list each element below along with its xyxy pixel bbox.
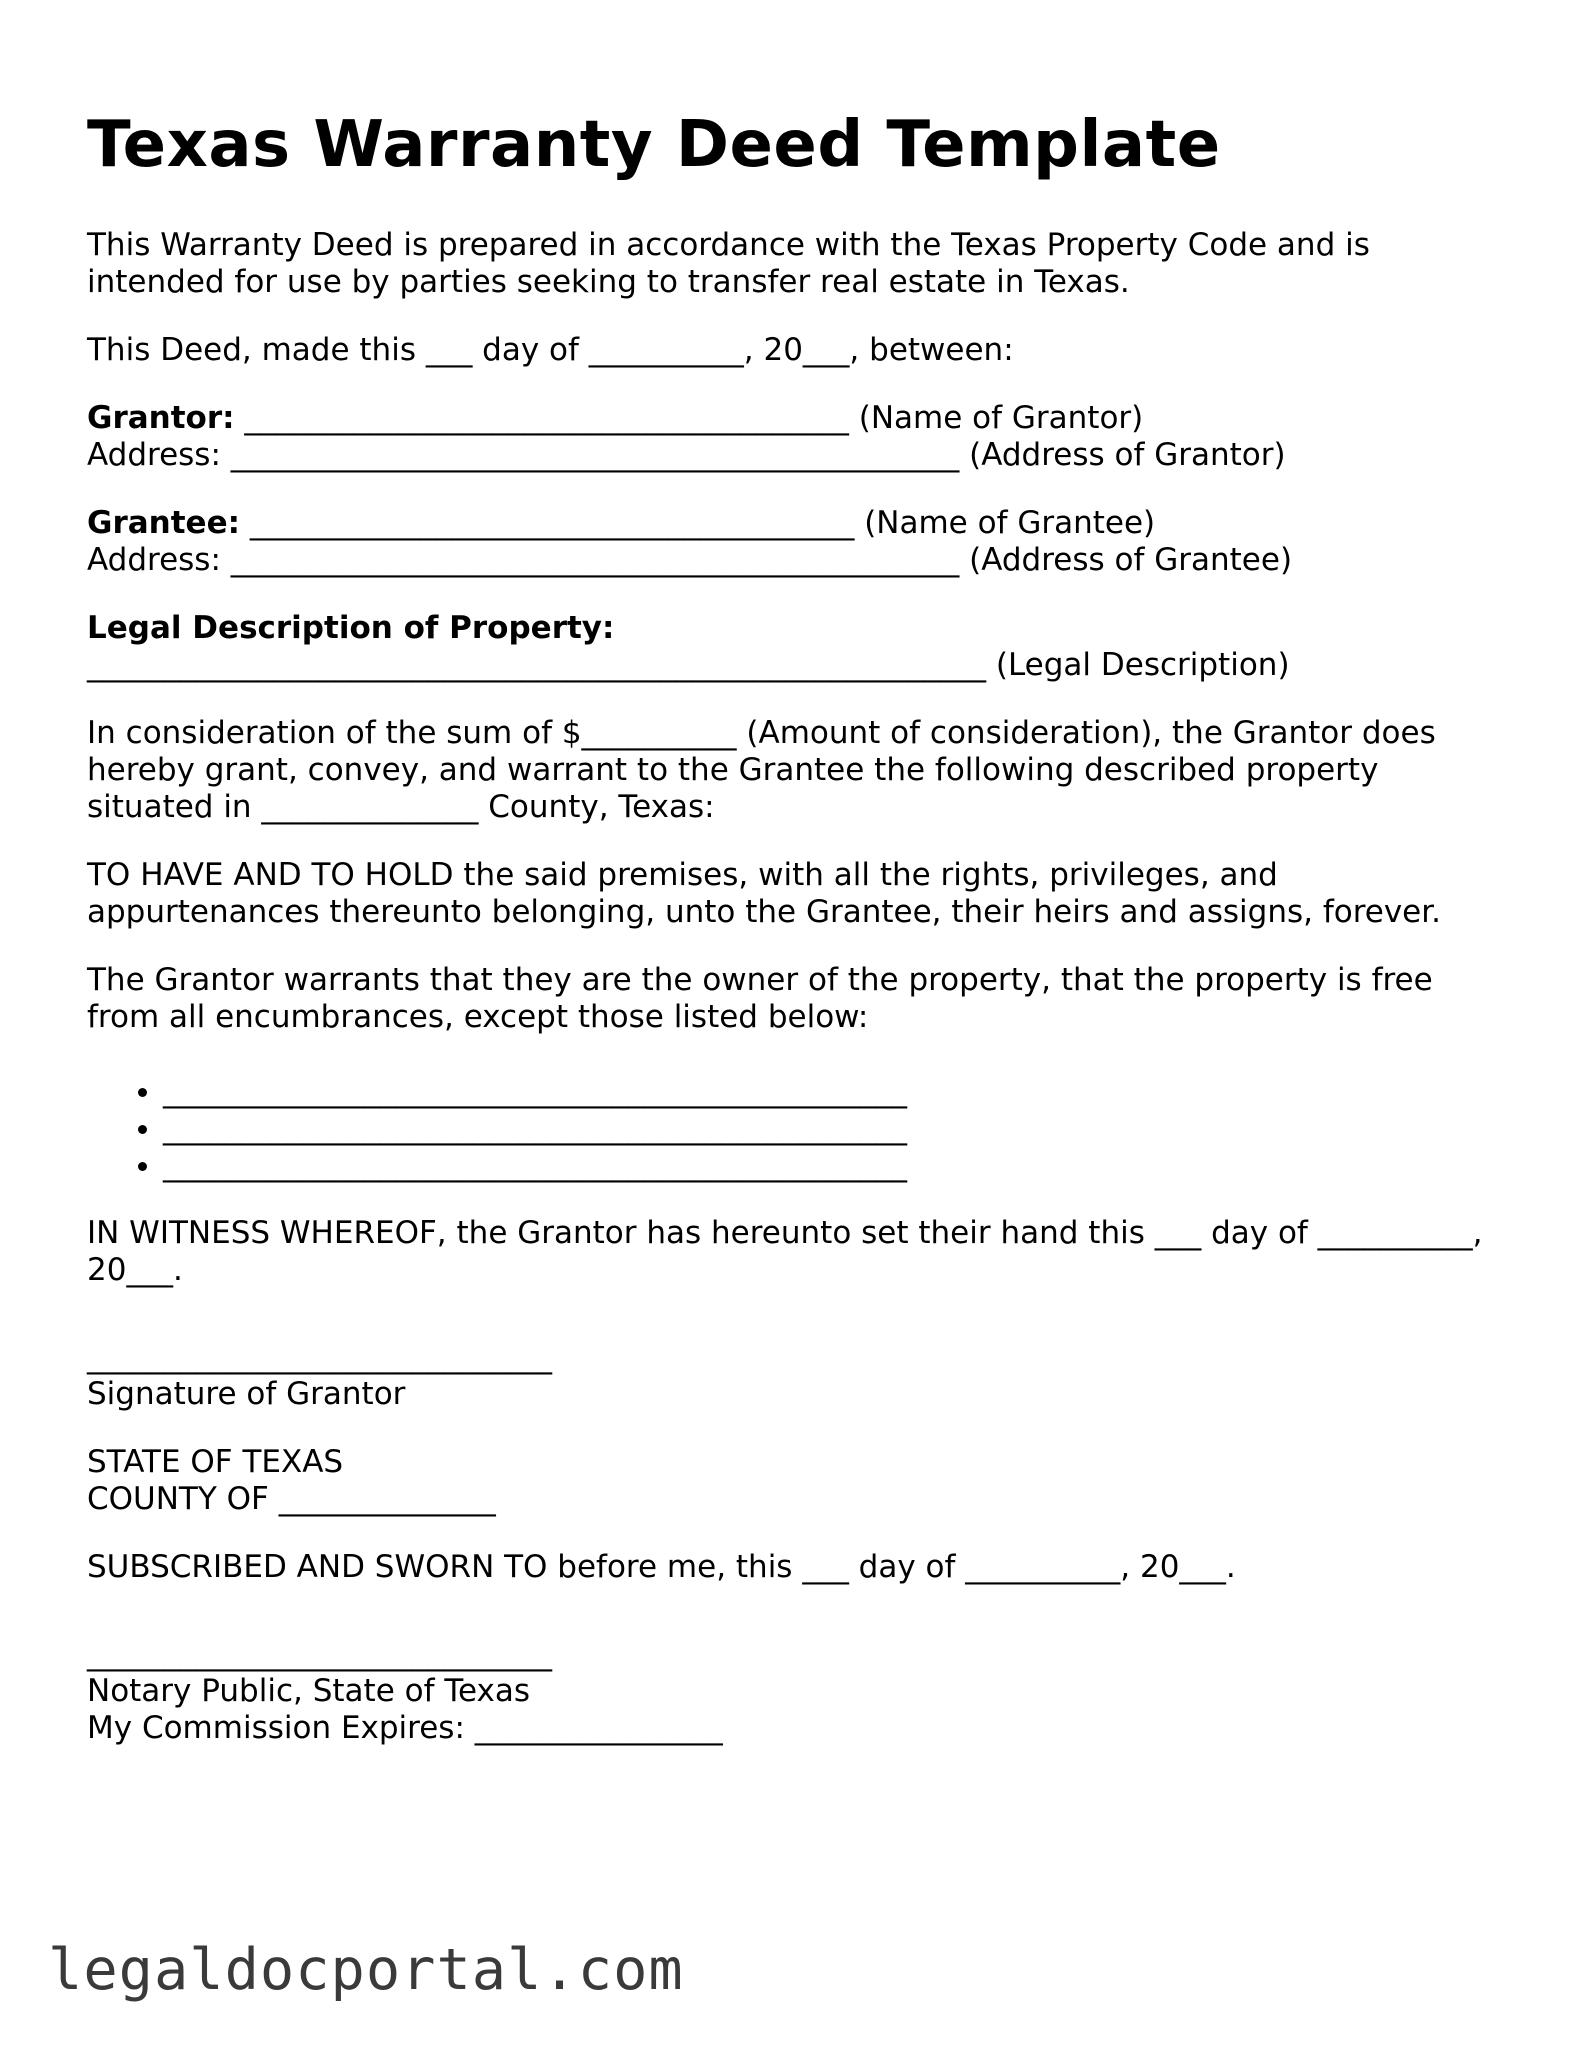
encumbrance-item: • ________________________________________________ bbox=[163, 1073, 1507, 1110]
deed-document bbox=[87, 105, 1507, 1778]
grantor-label: Grantor: bbox=[87, 400, 235, 436]
habendum-paragraph: TO HAVE AND TO HOLD the said premises, with all the rights, privileges, and appurtenances thereunto belonging, unto the Grantee, their heirs and assigns, forever. bbox=[87, 857, 1442, 930]
legal-description-block bbox=[87, 610, 1507, 684]
grantor-signature-block bbox=[87, 1339, 1507, 1413]
encumbrance-list bbox=[87, 1073, 1507, 1184]
witness-paragraph: IN WITNESS WHEREOF, the Grantor has hereunto set their hand this ___ day of __________, 20___. bbox=[87, 1215, 1483, 1288]
grantor-block bbox=[87, 400, 1507, 474]
grantee-name-line: _______________________________________ (Name of Grantee) bbox=[240, 505, 1156, 541]
page-title: Texas Warranty Deed Template bbox=[87, 108, 1221, 182]
grantee-block bbox=[87, 505, 1507, 579]
legal-description-label: Legal Description of Property: bbox=[87, 610, 615, 646]
grantee-label: Grantee: bbox=[87, 505, 240, 541]
grantor-address-line: Address: _______________________________________________ (Address of Grantor) bbox=[87, 437, 1286, 473]
site-watermark: legaldocportal.com bbox=[48, 1937, 684, 2003]
venue-block bbox=[87, 1444, 1507, 1518]
county-line: COUNTY OF ______________ bbox=[87, 1481, 496, 1517]
notary-block bbox=[87, 1636, 1507, 1747]
consideration-paragraph: In consideration of the sum of $__________ (Amount of consideration), the Grantor does hereby grant, convey, and warrant to the Grantee the following described property situated in ______________ County, Texas: bbox=[87, 715, 1436, 825]
commission-expires-line: My Commission Expires: ________________ bbox=[87, 1710, 723, 1746]
warranty-paragraph: The Grantor warrants that they are the owner of the property, that the property is free from all encumbrances, except those listed below: bbox=[87, 962, 1433, 1035]
grantor-signature-label: Signature of Grantor bbox=[87, 1376, 406, 1412]
legal-description-line: __________________________________________________________ (Legal Description) bbox=[87, 647, 1290, 683]
state-line: STATE OF TEXAS bbox=[87, 1444, 344, 1480]
grantor-signature-line: ______________________________ bbox=[87, 1339, 552, 1375]
grantor-name-line: _______________________________________ (Name of Grantor) bbox=[234, 400, 1144, 436]
encumbrance-item: • ________________________________________________ bbox=[163, 1110, 1507, 1147]
notary-signature-line: ______________________________ bbox=[87, 1636, 552, 1672]
grantee-address-line: Address: _______________________________________________ (Address of Grantee) bbox=[87, 542, 1293, 578]
encumbrance-item: • ________________________________________________ bbox=[163, 1147, 1507, 1184]
deed-date-line: This Deed, made this ___ day of __________, 20___, between: bbox=[87, 332, 1014, 368]
subscribed-paragraph: SUBSCRIBED AND SWORN TO before me, this ___ day of __________, 20___. bbox=[87, 1549, 1236, 1585]
notary-label: Notary Public, State of Texas bbox=[87, 1673, 531, 1709]
intro-paragraph: This Warranty Deed is prepared in accordance with the Texas Property Code and is intended for use by parties seeking to transfer real estate in Texas. bbox=[87, 227, 1370, 300]
